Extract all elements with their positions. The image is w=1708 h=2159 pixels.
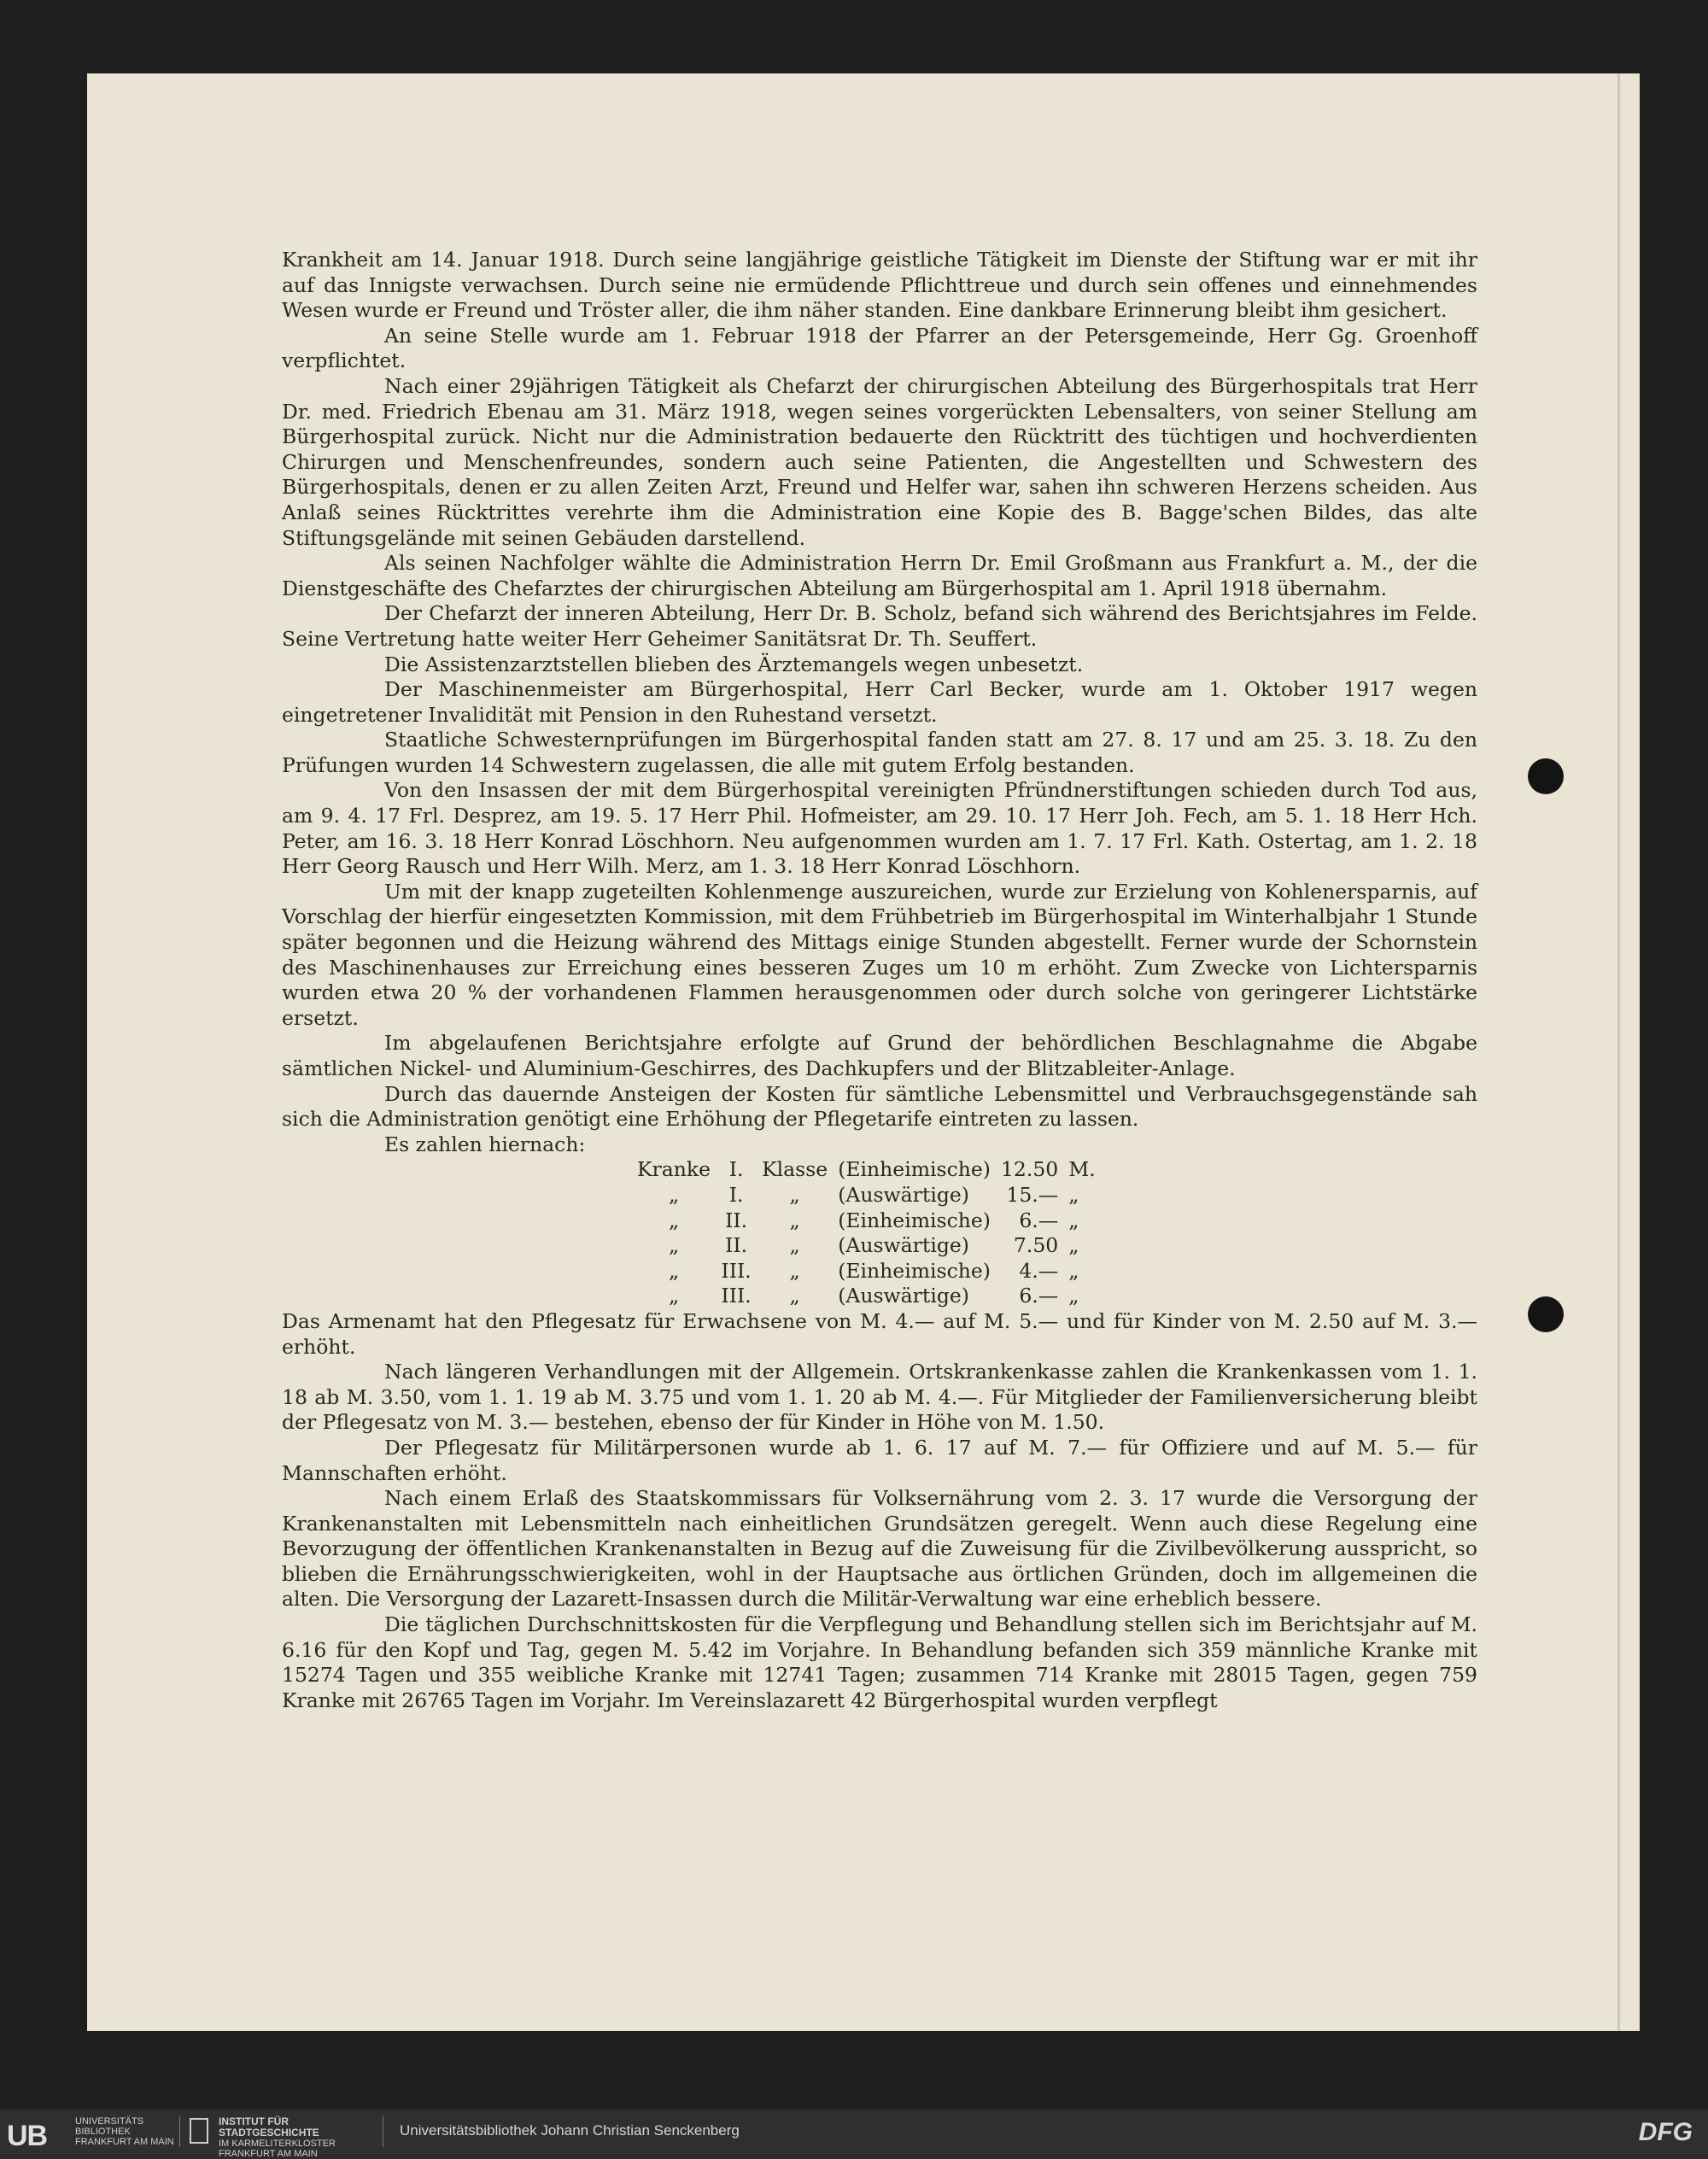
paragraph: Im abgelaufenen Berichtsjahre erfolgte auf Grund der behördlichen Beschlagnahme die Abgabe sämtlichen Nickel- und Aluminium-Geschirres, des Dachkupfers und der Blitzableiter-Anlage. [282, 1031, 1477, 1080]
punch-hole [1528, 1296, 1564, 1332]
ub-line: BIBLIOTHEK [75, 2127, 131, 2137]
tariff-unit: M. [1068, 1157, 1096, 1182]
tariff-amount: 6.— [1019, 1284, 1059, 1308]
tariff-class: III. [721, 1284, 752, 1308]
paragraph: Nach längeren Verhandlungen mit der Allgemein. Ortskrankenkasse zahlen die Krankenkassen vom 1. 1. 18 ab M. 3.50, vom 1. 1. 19 ab M. 3.75 und vom 1. 1. 20 ab M. 4.—. Für Mitglieder der Familienversicherung bleibt der Pflegesatz von M. 3.— bestehen, ebenso der für Kinder in Höhe von M. 1.50. [282, 1360, 1477, 1435]
tariff-origin: (Auswärtige) [838, 1284, 969, 1308]
tariff-origin: (Auswärtige) [838, 1182, 969, 1207]
tariff-who: „ [668, 1208, 680, 1232]
tariff-table [632, 1157, 1101, 1309]
tariff-class-word: Klasse [762, 1157, 828, 1182]
paragraph: An seine Stelle wurde am 1. Februar 1918 der Pfarrer an der Petersgemeinde, Herr Gg. Groenhoff verpflichtet. [282, 323, 1477, 373]
library-name-link[interactable]: Universitätsbibliothek Johann Christian Senckenberg [400, 2122, 740, 2139]
page-fold [1617, 73, 1620, 2031]
tariff-unit: „ [1068, 1182, 1079, 1207]
tariff-origin: (Einheimische) [838, 1157, 991, 1182]
tariff-class-word: „ [789, 1284, 800, 1308]
tariff-unit: „ [1068, 1284, 1079, 1308]
institute-logo-icon [190, 2118, 208, 2144]
paragraph: Krankheit am 14. Januar 1918. Durch seine langjährige geistliche Tätigkeit im Dienste der Stiftung war er mit ihr auf das Innigste verwachsen. Durch seine nie ermüdende Pflichttreue und durch sein offenes und einnehmendes Wesen wurde er Freund und Tröster aller, die ihm näher standen. Eine dankbare Erinnerung bleibt ihm gesichert. [282, 248, 1477, 323]
ub-logo-text [75, 2116, 174, 2147]
tariff-origin: (Einheimische) [838, 1258, 991, 1283]
tariff-who: „ [668, 1182, 680, 1207]
paragraph: Nach einem Erlaß des Staatskommissars für Volksernährung vom 2. 3. 17 wurde die Versorgung der Krankenanstalten mit Lebensmitteln nach einheitlichen Grundsätzen geregelt. Wenn auch diese Regelung eine Bevorzugung der öffentlichen Krankenanstalten in Bezug auf die Zuweisung für die Zivilbevölkerung ausspricht, so blieben die Ernährungsschwierigkeiten, wohl in der Hauptsache aus örtlichen Gründen, doch im allgemeinen die alten. Die Versorgung der Lazarett-Insassen durch die Militär-Verwaltung war eine erheblich bessere. [282, 1486, 1477, 1612]
tariff-class-word: „ [789, 1182, 800, 1207]
tariff-class: II. [725, 1233, 748, 1258]
tariff-class-word: „ [789, 1233, 800, 1258]
tariff-amount: 7.50 [1013, 1233, 1059, 1258]
tariff-class: I. [728, 1157, 744, 1182]
tariff-amount: 4.— [1019, 1258, 1059, 1283]
ub-line: UNIVERSITÄTS [75, 2116, 144, 2127]
inst-line: INSTITUT FÜR [219, 2115, 289, 2127]
tariff-class-word: „ [789, 1258, 800, 1283]
tariff-amount: 12.50 [1000, 1157, 1059, 1182]
tariff-who: „ [668, 1258, 680, 1283]
ub-logo[interactable]: UB [7, 2120, 48, 2152]
tariff-origin: (Auswärtige) [838, 1233, 969, 1258]
dfg-logo[interactable]: DFG [1638, 2118, 1693, 2146]
tariff-row [632, 1208, 1101, 1234]
paragraph: Der Chefarzt der inneren Abteilung, Herr Dr. B. Scholz, befand sich während des Berichtsjahres im Felde. Seine Vertretung hatte weiter Herr Geheimer Sanitätsrat Dr. Th. Seuffert. [282, 601, 1477, 651]
paragraph: Es zahlen hiernach: [384, 1132, 586, 1156]
institute-logo-text[interactable] [219, 2116, 336, 2159]
tariff-row [632, 1183, 1101, 1208]
tariff-amount: 15.— [1006, 1182, 1059, 1207]
paragraph: Um mit der knapp zugeteilten Kohlenmenge auszureichen, wurde zur Erzielung von Kohlenersparnis, auf Vorschlag der hierfür eingesetzten Kommission, mit dem Frühbetrieb im Bürgerhospital im Winterhalbjahr 1 Stunde später begonnen und die Heizung während des Mittags einige Stunden abgestellt. Ferner wurde der Schornstein des Maschinenhauses zur Erreichung eines besseren Zuges um 10 m erhöht. Zum Zwecke von Lichtersparnis wurden etwa 20 % der vorhandenen Flammen herausgenommen oder durch solche von geringerer Lichtstärke ersetzt. [282, 879, 1477, 1030]
paragraph: Das Armenamt hat den Pflegesatz für Erwachsene von M. 4.— auf M. 5.— und für Kinder von M. 2.50 auf M. 3.— erhöht. [282, 1308, 1477, 1359]
tariff-origin: (Einheimische) [838, 1208, 991, 1232]
tariff-row [632, 1284, 1101, 1309]
tariff-row [632, 1259, 1101, 1284]
footer-divider [179, 2116, 180, 2147]
paragraph: Durch das dauernde Ansteigen der Kosten für sämtliche Lebensmittel und Verbrauchsgegenstände sah sich die Administration genötigt eine Erhöhung der Pflegetarife eintreten zu lassen. [282, 1081, 1477, 1132]
tariff-row [632, 1233, 1101, 1259]
document-text [282, 248, 1477, 1713]
paragraph: Die täglichen Durchschnittskosten für die Verpflegung und Behandlung stellen sich im Berichtsjahr auf M. 6.16 für den Kopf und Tag, gegen M. 5.42 im Vorjahre. In Behandlung befanden sich 359 männliche Kranke mit 15274 Tagen und 355 weibliche Kranke mit 12741 Tagen; zusammen 714 Kranke mit 28015 Tagen, gegen 759 Kranke mit 26765 Tagen im Vorjahr. Im Vereinslazarett 42 Bürgerhospital wurden verpflegt [282, 1612, 1477, 1712]
ub-line: FRANKFURT AM MAIN [75, 2137, 174, 2147]
paragraph: Staatliche Schwesternprüfungen im Bürgerhospital fanden statt am 27. 8. 17 und am 25. 3. 18. Zu den Prüfungen wurden 14 Schwestern zugelassen, die alle mit gutem Erfolg bestanden. [282, 728, 1477, 777]
tariff-class: II. [725, 1208, 748, 1232]
tariff-amount: 6.— [1019, 1208, 1059, 1232]
paragraph: Als seinen Nachfolger wählte die Administration Herrn Dr. Emil Großmann aus Frankfurt a. M., der die Dienstgeschäfte des Chefarztes der chirurgischen Abteilung am Bürgerhospital am 1. April 1918 übernahm. [282, 551, 1477, 600]
tariff-who: „ [668, 1233, 680, 1258]
tariff-class: I. [728, 1182, 744, 1207]
tariff-unit: „ [1068, 1258, 1079, 1283]
paragraph: Die Assistenzarztstellen blieben des Ärztemangels wegen unbesetzt. [384, 652, 1084, 676]
paragraph: Der Pflegesatz für Militärpersonen wurde ab 1. 6. 17 auf M. 7.— für Offiziere und auf M. 5.— für Mannschaften erhöht. [282, 1435, 1477, 1485]
tariff-class: III. [721, 1258, 752, 1283]
tariff-who: Kranke [637, 1157, 711, 1182]
paragraph: Nach einer 29jährigen Tätigkeit als Chefarzt der chirurgischen Abteilung des Bürgerhospitals trat Herr Dr. med. Friedrich Ebenau am 31. März 1918, wegen seines vorgerückten Lebensalters, von seiner Stellung am Bürgerhospital zurück. Nicht nur die Administration bedauerte den Rücktritt des tüchtigen und hochverdienten Chirurgen und Menschenfreundes, sondern auch seine Patienten, die Angestellten und Schwestern des Bürgerhospitals, denen er zu allen Zeiten Arzt, Freund und Helfer war, sahen ihn schweren Herzens scheiden. Aus Anlaß seines Rücktrittes verehrte ihm die Administration eine Kopie des B. Bagge'schen Bildes, das alte Stiftungsgelände mit seinen Gebäuden darstellend. [282, 373, 1477, 550]
tariff-unit: „ [1068, 1233, 1079, 1258]
inst-line: STADTGESCHICHTE [219, 2127, 319, 2139]
paragraph: Von den Insassen der mit dem Bürgerhospital vereinigten Pfründnerstiftungen schieden durch Tod aus, am 9. 4. 17 Frl. Desprez, am 19. 5. 17 Herr Phil. Hofmeister, am 29. 10. 17 Herr Joh. Fech, am 5. 1. 18 Herr Hch. Peter, am 16. 3. 18 Herr Konrad Löschhorn. Neu aufgenommen wurden am 1. 7. 17 Frl. Kath. Ostertag, am 1. 2. 18 Herr Georg Rausch und Herr Wilh. Merz, am 1. 3. 18 Herr Konrad Löschhorn. [282, 778, 1477, 879]
tariff-who: „ [668, 1284, 680, 1308]
tariff-unit: „ [1068, 1208, 1079, 1232]
inst-line: IM KARMELITERKLOSTER [219, 2139, 336, 2149]
viewer-footer [0, 2109, 1708, 2159]
tariff-row [632, 1157, 1101, 1183]
paragraph: Der Maschinenmeister am Bürgerhospital, Herr Carl Becker, wurde am 1. Oktober 1917 wegen eingetretener Invalidität mit Pension in den Ruhestand versetzt. [282, 677, 1477, 727]
inst-line: FRANKFURT AM MAIN [219, 2149, 318, 2159]
punch-hole [1528, 758, 1564, 794]
tariff-class-word: „ [789, 1208, 800, 1232]
